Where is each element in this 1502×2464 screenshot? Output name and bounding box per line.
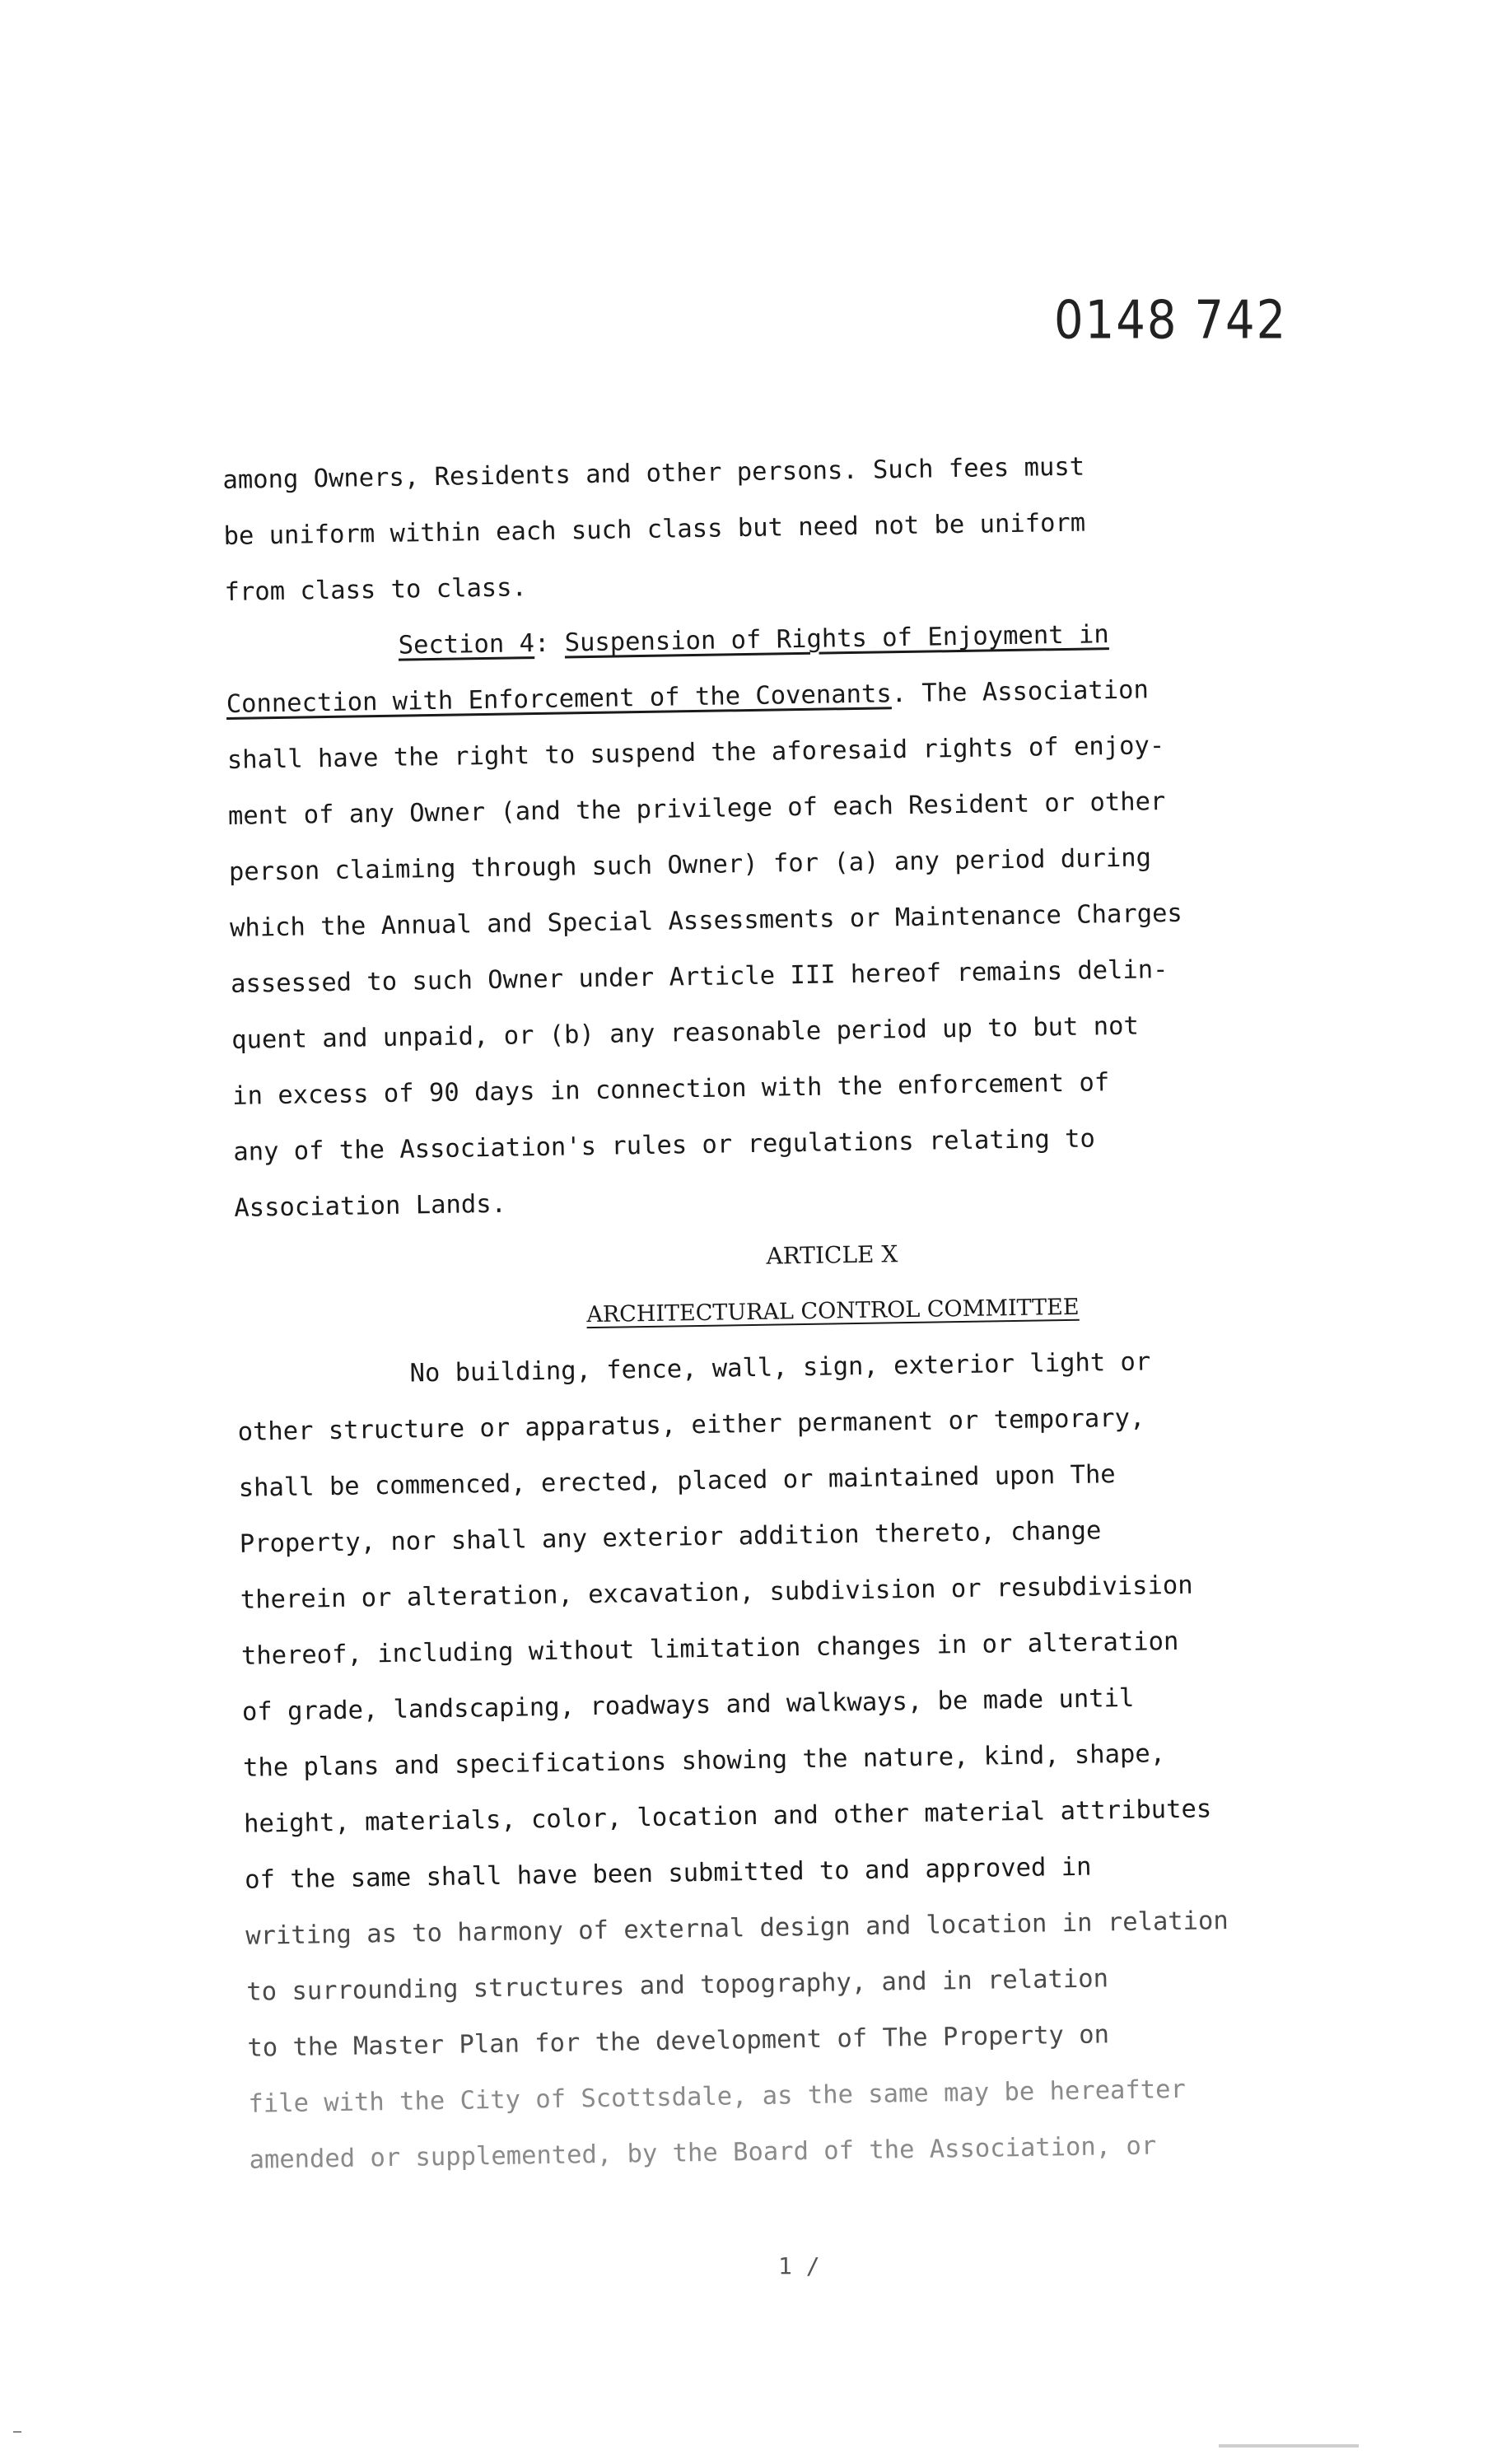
scan-mark [13, 2431, 21, 2433]
text-line: thereof, including without limitation changes in or alteration [240, 1626, 1179, 1671]
text-line: height, materials, color, location and other material attributes [243, 1794, 1212, 1839]
text-line: assessed to such Owner under Article III hereof remains delin- [230, 955, 1168, 999]
recording-number: 0148 742 [1054, 290, 1288, 352]
text-line: to the Master Plan for the development of The Property on [247, 2020, 1110, 2063]
text-line: person claiming through such Owner) for (a) any period during [228, 843, 1152, 887]
page-number-mark: 1 / [778, 2252, 820, 2280]
text-line: Property, nor shall any exterior addition thereto, change [239, 1516, 1102, 1559]
document-body [222, 434, 1444, 2189]
text-line: be uniform within each such class but need not be uniform [223, 508, 1086, 551]
text-line: No building, fence, wall, sign, exterior light or [409, 1347, 1151, 1388]
scan-smudge [1219, 2444, 1359, 2448]
section-title-part1: Suspension of Rights of Enjoyment in [564, 620, 1109, 658]
text-line: file with the City of Scottsdale, as the same may be hereafter [248, 2074, 1187, 2119]
text-line: to surrounding structures and topography, and in relation [246, 1964, 1109, 2007]
text-line: from class to class. [224, 573, 528, 607]
text-line: any of the Association's rules or regulations relating to [233, 1124, 1096, 1167]
text-line: among Owners, Residents and other persons. Such fees must [222, 452, 1085, 495]
text-line: amended or supplemented, by the Board of the Association, or [249, 2131, 1157, 2175]
text-line: writing as to harmony of external design and location in relation [245, 1906, 1229, 1951]
section-title-continuation: . The Association [891, 675, 1150, 709]
text-line: Association Lands. [234, 1189, 507, 1223]
article-title: ARCHITECTURAL CONTROL COMMITTEE [586, 1294, 1080, 1328]
text-line: other structure or apparatus, either permanent or temporary, [237, 1403, 1145, 1447]
text-line: shall have the right to suspend the aforesaid rights of enjoy- [226, 731, 1165, 775]
text-line: ment of any Owner (and the privilege of each Resident or other [227, 787, 1166, 831]
text-line: which the Annual and Special Assessments or Maintenance Charges [229, 898, 1183, 943]
text-line: the plans and specifications showing the nature, kind, shape, [242, 1739, 1166, 1783]
text-line: shall be commenced, erected, placed or maintained upon The [238, 1460, 1116, 1503]
text-line: therein or alteration, excavation, subdivision or resubdivision [240, 1570, 1193, 1615]
section-label: Section 4 [398, 629, 535, 660]
text-line: quent and unpaid, or (b) any reasonable period up to but not [231, 1011, 1140, 1055]
section-title-part2: Connection with Enforcement of the Covenants [226, 679, 892, 719]
text-line: of the same shall have been submitted to and approved in [244, 1852, 1092, 1895]
text-line: in excess of 90 days in connection with the enforcement of [232, 1068, 1110, 1111]
section-separator: : [534, 628, 565, 659]
text-line: of grade, landscaping, roadways and walkways, be made until [241, 1683, 1135, 1727]
article-heading: ARTICLE X [766, 1240, 898, 1270]
